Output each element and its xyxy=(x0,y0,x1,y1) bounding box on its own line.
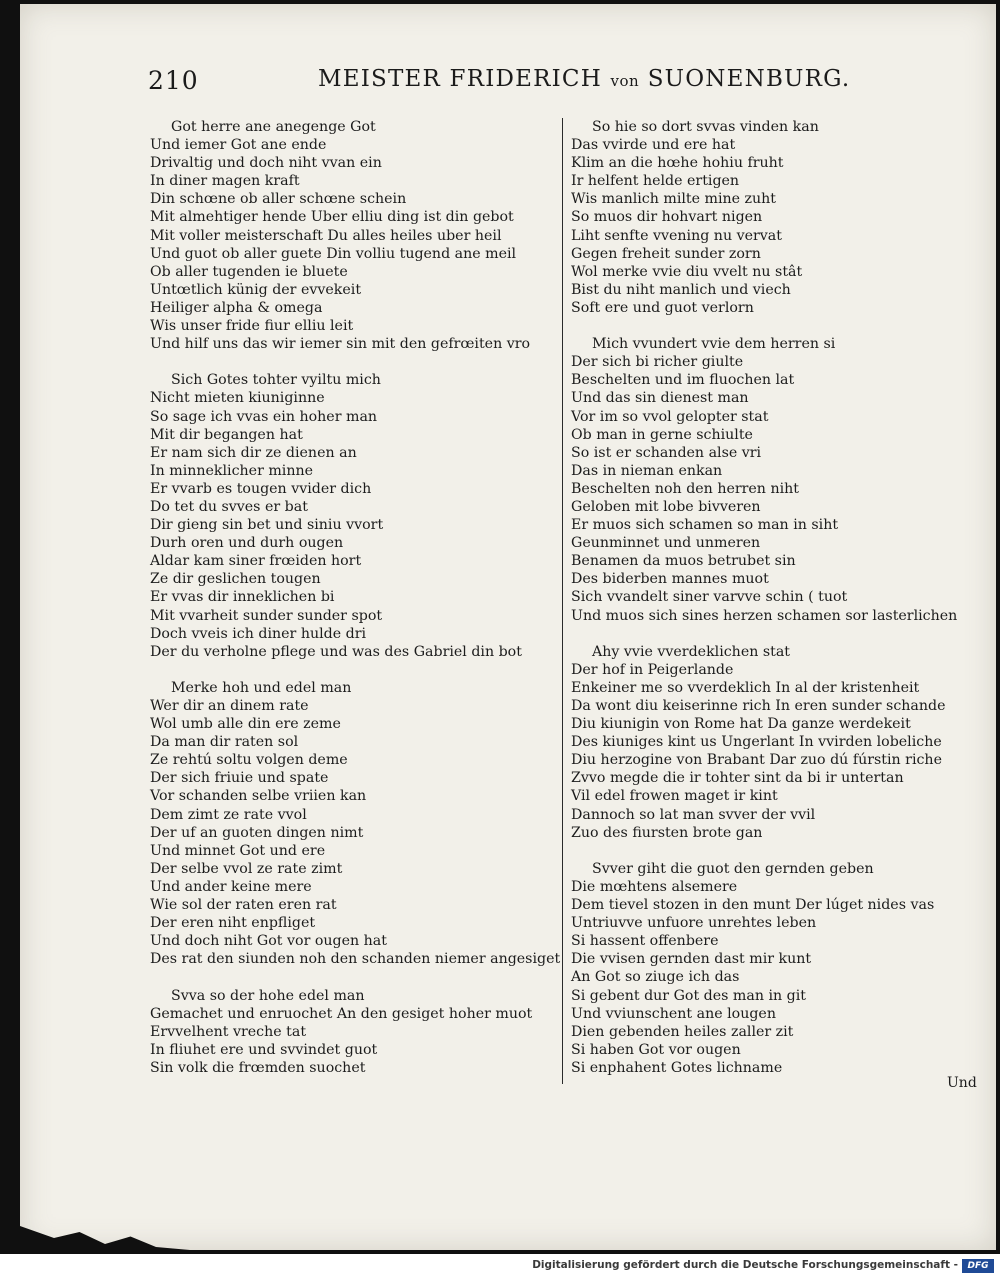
verse-line: Und doch niht Got vor ougen hat xyxy=(150,933,387,950)
verse-line: Merke hoh und edel man xyxy=(171,679,352,696)
verse-line: Heiliger alpha & omega xyxy=(150,299,323,316)
verse-line: Drivaltig und doch niht vvan ein xyxy=(150,155,382,172)
page-number: 210 xyxy=(148,66,199,95)
verse-line: Nicht mieten kiuniginne xyxy=(150,390,325,407)
verse-line: Ob man in gerne schiulte xyxy=(571,426,753,443)
verse-line: Und hilf uns das wir iemer sin mit den gefrœiten vro xyxy=(150,336,531,353)
verse-line: Klim an die hœhe hohiu fruht xyxy=(571,155,784,172)
footer-bar xyxy=(0,1254,1000,1278)
verse-line: Geloben mit lobe bivveren xyxy=(571,498,761,515)
verse-line: Ze rehtú soltu volgen deme xyxy=(150,752,348,769)
verse-line: Doch vveis ich diner hulde dri xyxy=(150,625,367,642)
verse-line: Und minnet Got und ere xyxy=(150,842,326,859)
verse-line: Er nam sich dir ze dienen an xyxy=(150,444,357,461)
verse-line: Liht senfte vvening nu vervat xyxy=(571,227,782,244)
verse-line: Der sich friuie und spate xyxy=(150,770,329,787)
verse-line: Er vvarb es tougen vvider dich xyxy=(150,480,372,497)
verse-line: Des biderben mannes muot xyxy=(571,571,769,588)
verse-line: Beschelten und im fluochen lat xyxy=(571,372,795,389)
verse-line: Mit voller meisterschaft Du alles heiles uber heil xyxy=(150,227,502,244)
left-column xyxy=(150,118,570,1095)
verse-line: So muos dir hohvart nigen xyxy=(571,209,763,226)
dfg-logo: DFG xyxy=(962,1259,994,1273)
column-divider xyxy=(562,118,563,1084)
verse-line: Mit dir begangen hat xyxy=(150,426,303,443)
verse-line: In minneklicher minne xyxy=(150,462,314,479)
torn-corner xyxy=(20,1220,190,1250)
verse-line: Der selbe vvol ze rate zimt xyxy=(150,860,343,877)
verse-line: Er vvas dir inneklichen bi xyxy=(150,589,335,606)
verse-line: Und vviunschent ane lougen xyxy=(571,1005,776,1022)
verse-line: Der uf an guoten dingen nimt xyxy=(150,824,364,841)
running-title-place: SUONENBURG. xyxy=(647,66,851,92)
verse-line: Durh oren und durh ougen xyxy=(150,535,344,552)
verse-line: Ir helfent helde ertigen xyxy=(571,173,740,190)
catchword: Und xyxy=(947,1075,977,1091)
verse-line: Wie sol der raten eren rat xyxy=(150,897,337,914)
verse-line: Si gebent dur Got des man in git xyxy=(571,987,807,1004)
verse-line: So sage ich vvas ein hoher man xyxy=(150,408,378,425)
verse-line: Si hassent offenbere xyxy=(571,933,719,950)
verse-line: Dem zimt ze rate vvol xyxy=(150,806,307,823)
verse-line: Svver giht die guot den gernden geben xyxy=(592,860,874,877)
verse-line: Gegen freheit sunder zorn xyxy=(571,245,761,262)
verse-line: Ob aller tugenden ie bluete xyxy=(150,263,348,280)
stanza xyxy=(150,118,570,353)
page-header xyxy=(20,64,996,98)
stanza xyxy=(571,335,981,625)
verse-line: Si haben Got vor ougen xyxy=(571,1041,741,1058)
verse-line: Ze dir geslichen tougen xyxy=(150,571,321,588)
stanza xyxy=(571,860,981,1077)
verse-line: Und guot ob aller guete Din volliu tugend ane meil xyxy=(150,245,517,262)
verse-line: Zvvo megde die ir tohter sint da bi ir untertan xyxy=(571,770,904,787)
verse-line: Mit vvarheit sunder sunder spot xyxy=(150,607,383,624)
verse-line: Aldar kam siner frœiden hort xyxy=(150,553,362,570)
verse-line: Zuo des fiursten brote gan xyxy=(571,824,763,841)
verse-line: In fliuhet ere und svvindet guot xyxy=(150,1041,378,1058)
verse-line: Beschelten noh den herren niht xyxy=(571,480,799,497)
verse-line: Geunminnet und unmeren xyxy=(571,535,761,552)
stanza xyxy=(571,118,981,317)
verse-line: Und muos sich sines herzen schamen sor lasterlichen xyxy=(571,607,958,624)
verse-line: Untriuvve unfuore unrehtes leben xyxy=(571,915,817,932)
verse-line: Der sich bi richer giulte xyxy=(571,354,744,371)
footer-credit: Digitalisierung gefördert durch die Deutsche Forschungsgemeinschaft - xyxy=(532,1259,958,1271)
verse-line: Diu kiunigin von Rome hat Da ganze werdekeit xyxy=(571,716,911,733)
verse-line: Der hof in Peigerlande xyxy=(571,661,734,678)
running-title-name: MEISTER FRIDERICH xyxy=(318,66,602,92)
verse-line: Gemachet und enruochet An den gesiget hoher muot xyxy=(150,1005,533,1022)
verse-line: Si enphahent Gotes lichname xyxy=(571,1059,783,1076)
verse-line: Das vvirde und ere hat xyxy=(571,137,736,154)
verse-line: Diu herzogine von Brabant Dar zuo dú fúrstin riche xyxy=(571,752,942,769)
verse-line: In diner magen kraft xyxy=(150,173,300,190)
verse-line: Dannoch so lat man svver der vvil xyxy=(571,806,816,823)
verse-line: Ervvelhent vreche tat xyxy=(150,1023,307,1040)
verse-line: Benamen da muos betrubet sin xyxy=(571,553,796,570)
running-title xyxy=(318,66,850,92)
verse-line: Und das sin dienest man xyxy=(571,390,749,407)
verse-line: Enkeiner me so vverdeklich In al der kristenheit xyxy=(571,679,920,696)
verse-line: Des rat den siunden noh den schanden niemer angesiget xyxy=(150,951,561,968)
verse-line: Der eren niht enpfliget xyxy=(150,915,316,932)
verse-line: Svva so der hohe edel man xyxy=(171,987,365,1004)
verse-line: Dien gebenden heiles zaller zit xyxy=(571,1023,794,1040)
verse-line: Mich vvundert vvie dem herren si xyxy=(592,336,836,353)
stanza xyxy=(150,679,570,969)
verse-line: Din schœne ob aller schœne schein xyxy=(150,191,407,208)
verse-line: Vil edel frowen maget ir kint xyxy=(571,788,778,805)
verse-line: Und ander keine mere xyxy=(150,878,312,895)
verse-line: An Got so ziuge ich das xyxy=(571,969,740,986)
verse-line: Dir gieng sin bet und siniu vvort xyxy=(150,517,384,534)
verse-line: Sich vvandelt siner varvve schin ( tuot xyxy=(571,589,848,606)
verse-line: Und iemer Got ane ende xyxy=(150,137,327,154)
verse-line: Wol umb alle din ere zeme xyxy=(150,716,341,733)
verse-line: Sich Gotes tohter vyiltu mich xyxy=(171,372,381,389)
verse-line: Die mœhtens alsemere xyxy=(571,878,738,895)
stanza xyxy=(571,643,981,842)
verse-line: Vor schanden selbe vriien kan xyxy=(150,788,367,805)
stanza xyxy=(150,371,570,661)
verse-line: Das in nieman enkan xyxy=(571,462,723,479)
verse-line: Soft ere und guot verlorn xyxy=(571,299,754,316)
verse-line: Got herre ane anegenge Got xyxy=(171,119,376,135)
verse-line: Ahy vvie vverdeklichen stat xyxy=(592,643,791,660)
verse-line: Da wont diu keiserinne rich In eren sunder schande xyxy=(571,698,946,714)
verse-line: Des kiuniges kint us Ungerlant In vvirden lobeliche xyxy=(571,734,942,751)
verse-line: So ist er schanden alse vri xyxy=(571,444,762,461)
right-column xyxy=(571,118,981,1095)
book-page xyxy=(20,4,996,1250)
verse-line: Mit almehtiger hende Uber elliu ding ist din gebot xyxy=(150,209,514,226)
verse-line: Bist du niht manlich und viech xyxy=(571,281,791,298)
verse-line: Der du verholne pflege und was des Gabriel din bot xyxy=(150,643,522,660)
verse-line: Er muos sich schamen so man in siht xyxy=(571,517,839,534)
verse-line: Sin volk die frœmden suochet xyxy=(150,1059,366,1076)
verse-line: Do tet du svves er bat xyxy=(150,498,308,515)
verse-line: Die vvisen gernden dast mir kunt xyxy=(571,951,812,968)
running-title-particle: von xyxy=(610,72,640,90)
verse-line: Wis unser fride fiur elliu leit xyxy=(150,318,354,335)
verse-line: Wer dir an dinem rate xyxy=(150,698,309,714)
verse-line: Wol merke vvie diu vvelt nu stât xyxy=(571,263,803,280)
verse-line: Da man dir raten sol xyxy=(150,734,299,751)
verse-line: Untœtlich künig der evvekeit xyxy=(150,281,362,298)
verse-line: Dem tievel stozen in den munt Der lúget nides vas xyxy=(571,897,935,914)
verse-line: Wis manlich milte mine zuht xyxy=(571,191,776,208)
verse-line: So hie so dort svvas vinden kan xyxy=(592,119,819,135)
verse-line: Vor im so vvol gelopter stat xyxy=(571,408,769,425)
stanza xyxy=(150,987,570,1077)
